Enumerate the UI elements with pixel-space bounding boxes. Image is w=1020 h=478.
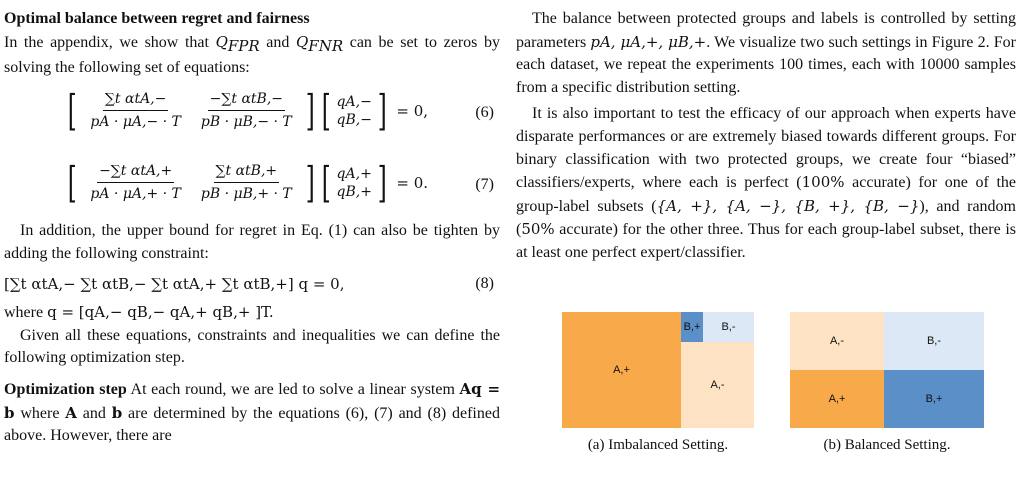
cell-a-minus: A,-: [681, 342, 754, 428]
cell-a-plus: A,+: [790, 370, 884, 428]
cell-b-minus: B,-: [703, 312, 754, 342]
paragraph-efficacy: It is also important to test the efficacy of our approach when experts have disparate performances or are extremely biased towards different groups. For binary classification with two protected groups, we create four “biased” classifiers/experts, where each is perfect (100% accurate) for one of the group-label subsets ({A, +}, {A, −}, {B, +}, {B, −}), and random (50% accurate) for the other three. Thus for each group-label subset, there is at least one perfect expert/classifier.: [516, 105, 1016, 261]
right-column: [516, 0, 1016, 265]
paragraph-where-q: where q = [qA,− qB,− qA,+ qB,+ ]T.: [4, 303, 274, 322]
figure-imbalanced: [562, 312, 754, 428]
paragraph-balance: The balance between protected groups and labels is controlled by setting parameters pA, μA,+, μB,+. We visualize two such settings in Figure 2. For each dataset, we repeat the experiments 100 times, each with 10000 samples from a specific distribution setting.: [516, 10, 1016, 96]
cell-a-plus: A,+: [562, 312, 681, 428]
caption-balanced: (b) Balanced Setting.: [823, 437, 951, 453]
cell-b-plus: B,+: [884, 370, 984, 428]
paragraph-optimization-step: Optimization step At each round, we are led to solve a linear system Aq = b where A and b are determined by the equations (6), (7) and (8) defined above. However, there are: [4, 379, 501, 445]
equation-6: [ $\frac{\text{∑t αtA,−}}{pA \cdot \mu A,- \cdot T}$ $\frac{\text{−∑t αtB,−}}{pB \cdot \mu B,- \cdot T}$ ] [ qA,− qB,− ] = 0, (6): [67, 85, 494, 135]
cell-b-plus: B,+: [681, 312, 703, 342]
cell-b-minus: B,-: [884, 312, 984, 370]
equation-8: [∑t αtA,− ∑t αtB,− ∑t αtA,+ ∑t αtB,+] q = 0, (8): [4, 275, 494, 294]
left-column: [4, 0, 500, 448]
section-heading: Optimal balance between regret and fairness: [4, 10, 310, 27]
figure-balanced: [790, 312, 984, 428]
paragraph-appendix: In the appendix, we show that $Q_{FPR}$ and $Q_{FNR}$ can be set to zeros by solving the following set of equations:: [4, 32, 501, 77]
cell-a-minus: A,-: [790, 312, 884, 370]
paragraph-upper-bound: In addition, the upper bound for regret in Eq. (1) can also be tighten by adding the following constraint:: [4, 221, 500, 262]
paragraph-given: Given all these equations, constraints and inequalities we can define the following optimization step.: [4, 326, 500, 367]
caption-imbalanced: (a) Imbalanced Setting.: [587, 437, 729, 453]
equation-7: [ $\frac{\text{−∑t αtA,+}}{pA \cdot \mu A,+ \cdot T}$ $\frac{\text{∑t αtB,+}}{pB \cdot \mu B,+ \cdot T}$ ] [ qA,+ qB,+ ] = 0. (7): [67, 157, 494, 207]
